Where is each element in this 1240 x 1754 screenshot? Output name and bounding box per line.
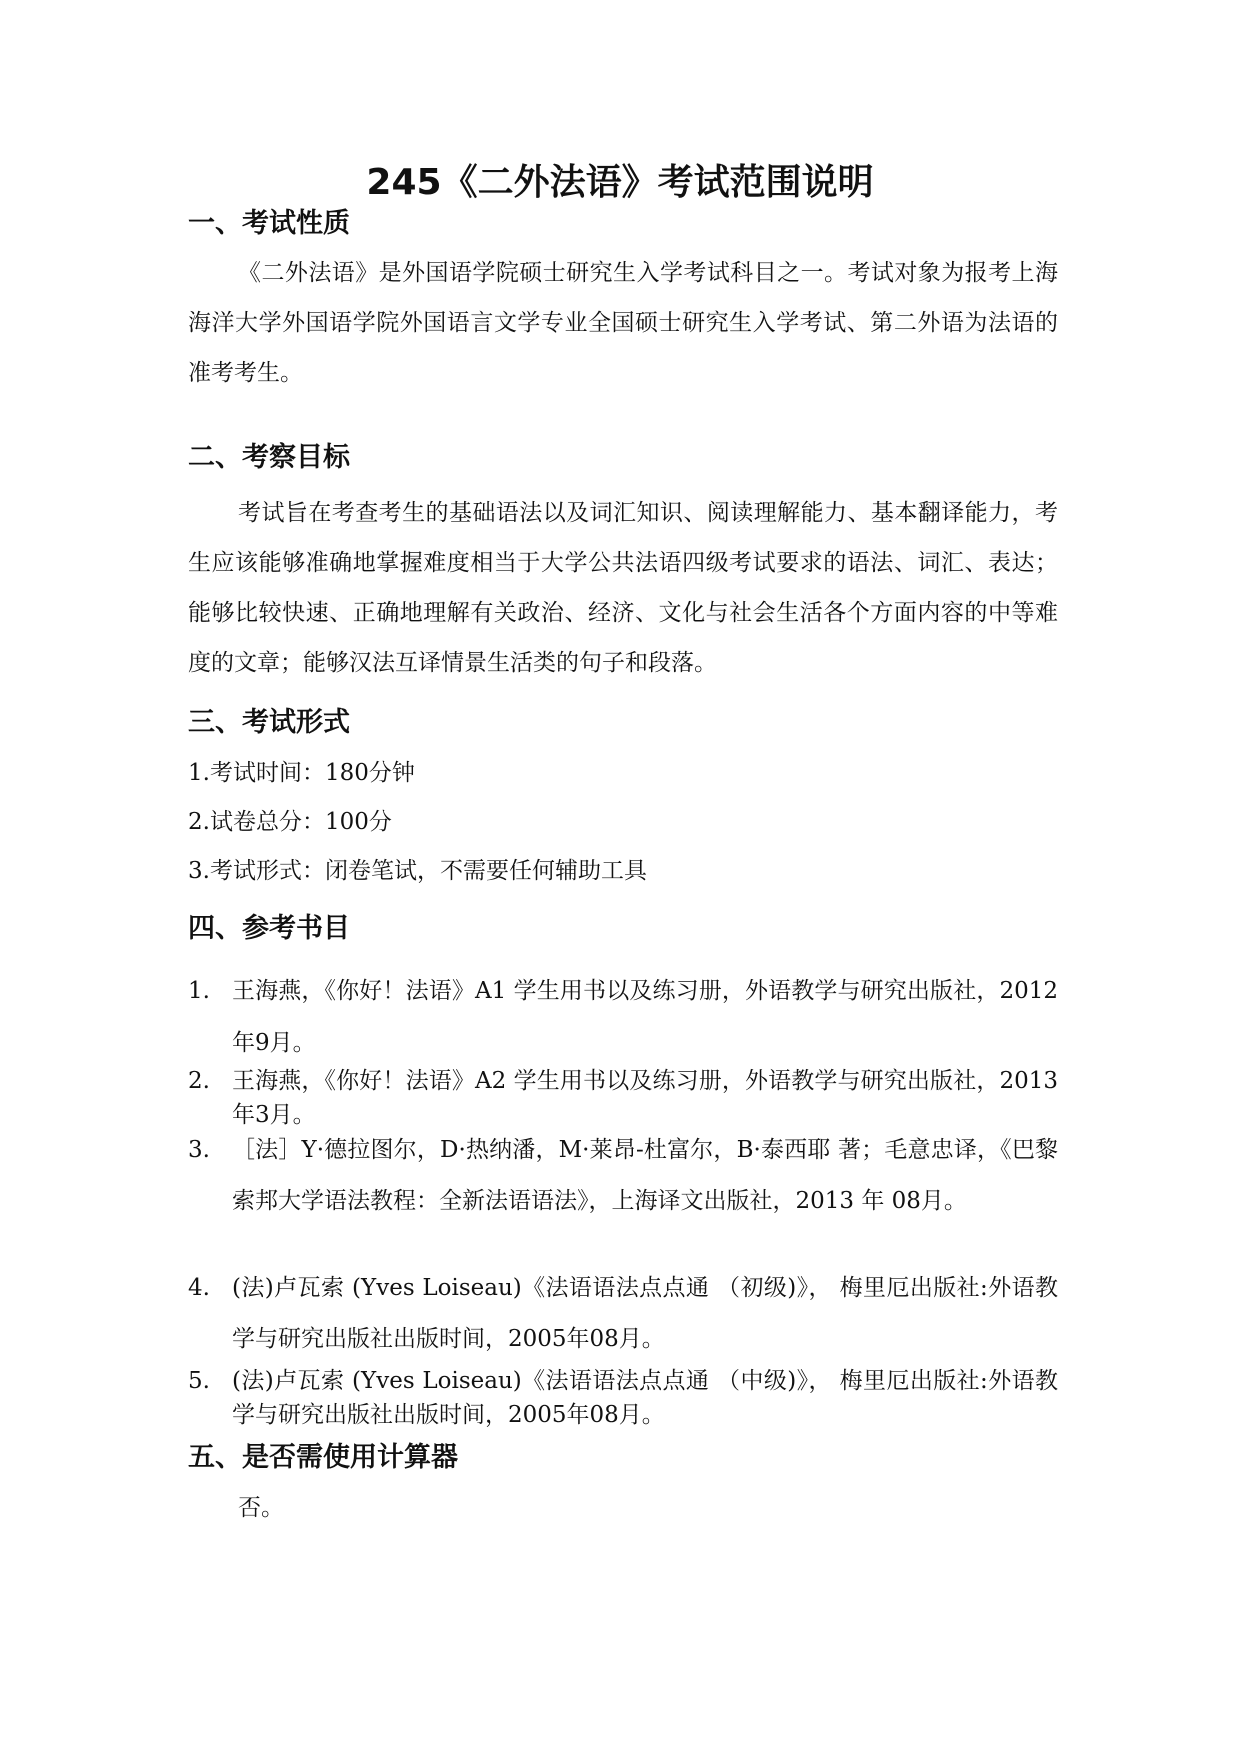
reference-number: 2. — [188, 1068, 210, 1094]
reference-item — [188, 965, 1058, 1069]
exam-format-item-time: 1.考试时间：180分钟 — [188, 760, 415, 786]
section-heading-calculator: 五、是否需使用计算器 — [188, 1442, 458, 1473]
exam-format-item-score: 2.试卷总分：100分 — [188, 809, 392, 835]
reference-number: 3. — [188, 1137, 210, 1163]
section-heading-exam-objective: 二、考察目标 — [188, 442, 350, 473]
reference-item — [188, 1364, 1058, 1432]
reference-item — [188, 1064, 1058, 1132]
reference-item — [188, 1125, 1058, 1227]
section-heading-exam-nature: 一、考试性质 — [188, 208, 350, 239]
reference-text: ［法］Y·德拉图尔，D·热纳潘，M·莱昂-杜富尔，B·泰西耶 著；毛意忠译，《巴黎索邦大学语法教程：全新法语语法》，上海译文出版社，2013 年 08月。 — [232, 1137, 1058, 1214]
reference-number: 1. — [188, 978, 210, 1004]
reference-text: (法)卢瓦索 (Yves Loiseau)《法语语法点点通 （中级)》， 梅里厄出版社:外语教学与研究出版社出版时间，2005年08月。 — [232, 1368, 1058, 1428]
exam-format-item-format: 3.考试形式：闭卷笔试，不需要任何辅助工具 — [188, 858, 647, 884]
section-heading-references: 四、参考书目 — [188, 913, 350, 944]
reference-text: 王海燕，《你好！法语》A1 学生用书以及练习册，外语教学与研究出版社，2012年9月。 — [232, 978, 1058, 1056]
reference-number: 5. — [188, 1368, 210, 1394]
reference-number: 4. — [188, 1275, 210, 1301]
reference-text: (法)卢瓦索 (Yves Loiseau)《法语语法点点通 （初级)》， 梅里厄出版社:外语教学与研究出版社出版时间，2005年08月。 — [232, 1275, 1058, 1352]
document-title: 245《二外法语》考试范围说明 — [366, 162, 874, 203]
section-body-exam-objective: 考试旨在考查考生的基础语法以及词汇知识、阅读理解能力、基本翻译能力，考生应该能够准确地掌握难度相当于大学公共法语四级考试要求的语法、词汇、表达；能够比较快速、正确地理解有关政治、经济、文化与社会生活各个方面内容的中等难度的文章；能够汉法互译情景生活类的句子和段落。 — [188, 500, 1058, 676]
section-body-exam-nature: 《二外法语》是外国语学院硕士研究生入学考试科目之一。考试对象为报考上海海洋大学外国语学院外国语言文学专业全国硕士研究生入学考试、第二外语为法语的准考考生。 — [188, 260, 1058, 386]
reference-item — [188, 1263, 1058, 1365]
section-heading-exam-format: 三、考试形式 — [188, 707, 350, 738]
section-body-calculator: 否。 — [238, 1495, 284, 1521]
reference-text: 王海燕，《你好！法语》A2 学生用书以及练习册，外语教学与研究出版社，2013年3月。 — [232, 1068, 1058, 1128]
